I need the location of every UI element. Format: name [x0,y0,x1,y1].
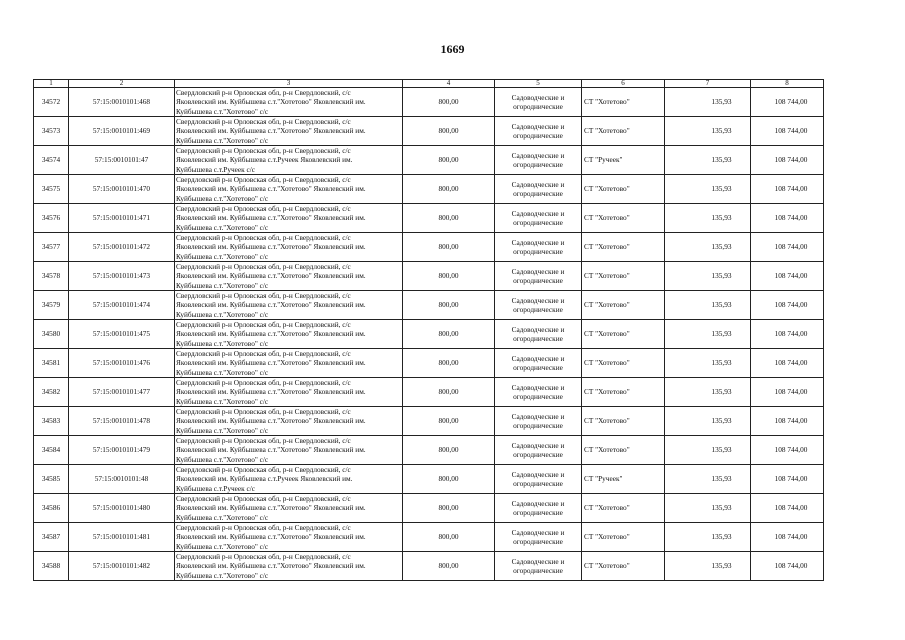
land-purpose-cell [495,320,582,349]
unit-price-cell: 135,93 [665,233,751,262]
address-line: Свердловский р-н Орловская обл, р-н Свердловский, с/с [176,291,351,300]
cadastral-value-cell: 108 744,00 [751,117,824,146]
land-purpose-line: огороднические [513,479,563,488]
land-purpose-line: Садоводческие и [511,470,565,479]
address-line: Куйбышева с.т."Хотетово" с/с [176,570,269,580]
address-line: Куйбышева с.т."Хотетово" с/с [176,541,269,551]
land-purpose-line: огороднические [513,508,563,517]
column-header: 6 [582,80,665,88]
garden-society-cell: СТ "Ручеек" [582,146,665,175]
address-line: Яковлевский им. Куйбышева с.т."Хотетово" Яковлевский им. [176,503,366,513]
address-line: Яковлевский им. Куйбышева с.т."Хотетово" Яковлевский им. [176,445,366,455]
land-purpose-cell [495,552,582,581]
address-line: Куйбышева с.т."Хотетово" с/с [176,309,269,319]
address-line: Свердловский р-н Орловская обл, р-н Свердловский, с/с [176,378,351,387]
area-cell: 800,00 [403,204,495,233]
column-header: 5 [495,80,582,88]
address-line: Яковлевский им. Куйбышева с.т."Хотетово" Яковлевский им. [176,213,366,223]
cadastral-number-cell: 57:15:0010101:47 [69,146,175,175]
land-purpose-line: огороднические [513,334,563,343]
record-number-cell: 34582 [34,378,69,407]
area-cell: 800,00 [403,407,495,436]
land-purpose-cell [495,523,582,552]
address-line: Свердловский р-н Орловская обл, р-н Свердловский, с/с [176,436,351,445]
address-line: Куйбышева с.т."Хотетово" с/с [176,425,269,435]
land-purpose-cell [495,175,582,204]
address-cell [175,88,403,117]
address-line: Куйбышева с.т.Ручеек с/с [176,164,256,174]
unit-price-cell: 135,93 [665,436,751,465]
address-line: Свердловский р-н Орловская обл, р-н Свердловский, с/с [176,320,351,329]
address-line: Куйбышева с.т."Хотетово" с/с [176,251,269,261]
area-cell: 800,00 [403,378,495,407]
record-number-cell: 34581 [34,349,69,378]
garden-society-cell: СТ "Хотетово" [582,175,665,204]
column-header: 3 [175,80,403,88]
land-purpose-cell [495,407,582,436]
land-purpose-line: Садоводческие и [511,93,565,102]
cadastral-number-cell: 57:15:0010101:469 [69,117,175,146]
cadastral-number-cell: 57:15:0010101:476 [69,349,175,378]
address-cell [175,552,403,581]
address-cell [175,117,403,146]
address-line: Куйбышева с.т."Хотетово" с/с [176,396,269,406]
cadastral-number-cell: 57:15:0010101:477 [69,378,175,407]
address-line: Яковлевский им. Куйбышева с.т.Ручеек Яковлевский им. [176,474,353,484]
cadastral-number-cell: 57:15:0010101:472 [69,233,175,262]
column-header: 4 [403,80,495,88]
record-number-cell: 34579 [34,291,69,320]
address-cell [175,378,403,407]
address-cell [175,204,403,233]
address-line: Свердловский р-н Орловская обл, р-н Свердловский, с/с [176,407,351,416]
table-row [34,407,824,436]
unit-price-cell: 135,93 [665,204,751,233]
address-line: Яковлевский им. Куйбышева с.т."Хотетово" Яковлевский им. [176,358,366,368]
cadastral-value-cell: 108 744,00 [751,349,824,378]
land-purpose-line: Садоводческие и [511,557,565,566]
table-row [34,204,824,233]
address-cell [175,233,403,262]
address-line: Яковлевский им. Куйбышева с.т."Хотетово" Яковлевский им. [176,271,366,281]
garden-society-cell: СТ "Хотетово" [582,552,665,581]
cadastral-number-cell: 57:15:0010101:468 [69,88,175,117]
unit-price-cell: 135,93 [665,407,751,436]
address-line: Куйбышева с.т."Хотетово" с/с [176,135,269,145]
land-purpose-line: Садоводческие и [511,238,565,247]
cadastral-number-cell: 57:15:0010101:478 [69,407,175,436]
column-header: 8 [751,80,824,88]
land-purpose-line: Садоводческие и [511,383,565,392]
land-purpose-line: Садоводческие и [511,325,565,334]
address-line: Куйбышева с.т."Хотетово" с/с [176,367,269,377]
record-number-cell: 34585 [34,465,69,494]
address-line: Яковлевский им. Куйбышева с.т."Хотетово" Яковлевский им. [176,126,366,136]
address-line: Куйбышева с.т."Хотетово" с/с [176,512,269,522]
address-line: Яковлевский им. Куйбышева с.т."Хотетово" Яковлевский им. [176,184,366,194]
unit-price-cell: 135,93 [665,465,751,494]
area-cell: 800,00 [403,349,495,378]
address-line: Яковлевский им. Куйбышева с.т."Хотетово" Яковлевский им. [176,300,366,310]
address-line: Свердловский р-н Орловская обл, р-н Свердловский, с/с [176,204,351,213]
unit-price-cell: 135,93 [665,88,751,117]
record-number-cell: 34575 [34,175,69,204]
unit-price-cell: 135,93 [665,552,751,581]
table-row [34,523,824,552]
address-line: Яковлевский им. Куйбышева с.т."Хотетово" Яковлевский им. [176,242,366,252]
land-purpose-line: огороднические [513,218,563,227]
unit-price-cell: 135,93 [665,175,751,204]
cadastral-number-cell: 57:15:0010101:475 [69,320,175,349]
address-line: Куйбышева с.т."Хотетово" с/с [176,222,269,232]
cadastral-value-cell: 108 744,00 [751,494,824,523]
record-number-cell: 34586 [34,494,69,523]
cadastral-value-cell: 108 744,00 [751,291,824,320]
area-cell: 800,00 [403,175,495,204]
land-purpose-line: Садоводческие и [511,180,565,189]
area-cell: 800,00 [403,117,495,146]
table-row [34,436,824,465]
cadastral-number-cell: 57:15:0010101:481 [69,523,175,552]
unit-price-cell: 135,93 [665,349,751,378]
table-row [34,494,824,523]
land-purpose-cell [495,291,582,320]
garden-society-cell: СТ "Хотетово" [582,291,665,320]
address-line: Свердловский р-н Орловская обл, р-н Свердловский, с/с [176,175,351,184]
cadastral-number-cell: 57:15:0010101:480 [69,494,175,523]
cadastral-value-cell: 108 744,00 [751,552,824,581]
address-line: Свердловский р-н Орловская обл, р-н Свердловский, с/с [176,233,351,242]
land-purpose-line: огороднические [513,392,563,401]
address-line: Свердловский р-н Орловская обл, р-н Свердловский, с/с [176,117,351,126]
address-line: Свердловский р-н Орловская обл, р-н Свердловский, с/с [176,146,351,155]
garden-society-cell: СТ "Хотетово" [582,378,665,407]
address-line: Свердловский р-н Орловская обл, р-н Свердловский, с/с [176,465,351,474]
address-cell [175,465,403,494]
garden-society-cell: СТ "Хотетово" [582,349,665,378]
table-row [34,378,824,407]
garden-society-cell: СТ "Ручеек" [582,465,665,494]
land-purpose-cell [495,378,582,407]
land-purpose-line: огороднические [513,189,563,198]
table-row [34,465,824,494]
cadastral-number-cell: 57:15:0010101:48 [69,465,175,494]
unit-price-cell: 135,93 [665,523,751,552]
cadastral-value-cell: 108 744,00 [751,233,824,262]
table-row [34,320,824,349]
garden-society-cell: СТ "Хотетово" [582,436,665,465]
cadastral-number-cell: 57:15:0010101:470 [69,175,175,204]
land-purpose-cell [495,494,582,523]
address-line: Свердловский р-н Орловская обл, р-н Свердловский, с/с [176,523,351,532]
unit-price-cell: 135,93 [665,378,751,407]
record-number-cell: 34573 [34,117,69,146]
cadastral-value-cell: 108 744,00 [751,262,824,291]
record-number-cell: 34578 [34,262,69,291]
table-row [34,262,824,291]
area-cell: 800,00 [403,291,495,320]
cadastral-number-cell: 57:15:0010101:479 [69,436,175,465]
table-row [34,349,824,378]
column-header: 2 [69,80,175,88]
land-purpose-line: Садоводческие и [511,209,565,218]
address-cell [175,262,403,291]
address-cell [175,320,403,349]
land-purpose-line: огороднические [513,102,563,111]
record-number-cell: 34574 [34,146,69,175]
table-row [34,291,824,320]
land-purpose-line: огороднические [513,276,563,285]
record-number-cell: 34588 [34,552,69,581]
land-purpose-line: Садоводческие и [511,267,565,276]
cadastral-value-cell: 108 744,00 [751,146,824,175]
land-purpose-cell [495,204,582,233]
land-purpose-line: огороднические [513,305,563,314]
garden-society-cell: СТ "Хотетово" [582,523,665,552]
land-purpose-line: Садоводческие и [511,122,565,131]
garden-society-cell: СТ "Хотетово" [582,320,665,349]
cadastral-value-cell: 108 744,00 [751,175,824,204]
address-line: Яковлевский им. Куйбышева с.т.Ручеек Яковлевский им. [176,155,353,165]
garden-society-cell: СТ "Хотетово" [582,117,665,146]
address-line: Куйбышева с.т."Хотетово" с/с [176,280,269,290]
land-purpose-cell [495,117,582,146]
cadastral-value-cell: 108 744,00 [751,88,824,117]
land-purpose-line: огороднические [513,131,563,140]
cadastral-number-cell: 57:15:0010101:482 [69,552,175,581]
area-cell: 800,00 [403,233,495,262]
garden-society-cell: СТ "Хотетово" [582,88,665,117]
address-line: Куйбышева с.т."Хотетово" с/с [176,338,269,348]
address-line: Свердловский р-н Орловская обл, р-н Свердловский, с/с [176,88,351,97]
land-purpose-cell [495,465,582,494]
area-cell: 800,00 [403,436,495,465]
land-purpose-line: огороднические [513,363,563,372]
land-purpose-cell [495,233,582,262]
address-cell [175,523,403,552]
land-purpose-cell [495,349,582,378]
unit-price-cell: 135,93 [665,262,751,291]
land-purpose-cell [495,262,582,291]
cadastral-value-cell: 108 744,00 [751,378,824,407]
table-row [34,175,824,204]
address-line: Свердловский р-н Орловская обл, р-н Свердловский, с/с [176,349,351,358]
cadastral-value-cell: 108 744,00 [751,523,824,552]
address-line: Куйбышева с.т."Хотетово" с/с [176,193,269,203]
address-line: Куйбышева с.т."Хотетово" с/с [176,106,269,116]
address-line: Яковлевский им. Куйбышева с.т."Хотетово" Яковлевский им. [176,97,366,107]
address-cell [175,175,403,204]
address-cell [175,436,403,465]
land-plots-table [33,79,824,581]
column-header: 7 [665,80,751,88]
garden-society-cell: СТ "Хотетово" [582,262,665,291]
land-purpose-line: Садоводческие и [511,354,565,363]
address-cell [175,349,403,378]
area-cell: 800,00 [403,494,495,523]
table-row [34,146,824,175]
record-number-cell: 34583 [34,407,69,436]
table-row [34,88,824,117]
cadastral-number-cell: 57:15:0010101:474 [69,291,175,320]
address-line: Свердловский р-н Орловская обл, р-н Свердловский, с/с [176,262,351,271]
cadastral-value-cell: 108 744,00 [751,204,824,233]
address-line: Свердловский р-н Орловская обл, р-н Свердловский, с/с [176,552,351,561]
address-line: Яковлевский им. Куйбышева с.т."Хотетово" Яковлевский им. [176,329,366,339]
area-cell: 800,00 [403,465,495,494]
garden-society-cell: СТ "Хотетово" [582,204,665,233]
cadastral-value-cell: 108 744,00 [751,465,824,494]
land-purpose-line: Садоводческие и [511,151,565,160]
land-purpose-line: огороднические [513,566,563,575]
land-purpose-line: огороднические [513,537,563,546]
table-body [34,88,824,581]
land-purpose-line: огороднические [513,421,563,430]
land-purpose-line: огороднические [513,160,563,169]
table-row [34,233,824,262]
address-line: Яковлевский им. Куйбышева с.т."Хотетово" Яковлевский им. [176,416,366,426]
address-line: Свердловский р-н Орловская обл, р-н Свердловский, с/с [176,494,351,503]
area-cell: 800,00 [403,88,495,117]
record-number-cell: 34584 [34,436,69,465]
column-number-row [34,80,824,88]
land-purpose-line: огороднические [513,450,563,459]
page-number: 1669 [440,42,465,56]
cadastral-value-cell: 108 744,00 [751,407,824,436]
unit-price-cell: 135,93 [665,320,751,349]
land-purpose-cell [495,146,582,175]
record-number-cell: 34572 [34,88,69,117]
land-purpose-line: огороднические [513,247,563,256]
land-purpose-line: Садоводческие и [511,441,565,450]
unit-price-cell: 135,93 [665,291,751,320]
cadastral-value-cell: 108 744,00 [751,436,824,465]
area-cell: 800,00 [403,262,495,291]
address-line: Куйбышева с.т.Ручеек с/с [176,483,256,493]
record-number-cell: 34576 [34,204,69,233]
address-line: Яковлевский им. Куйбышева с.т."Хотетово" Яковлевский им. [176,561,366,571]
garden-society-cell: СТ "Хотетово" [582,494,665,523]
area-cell: 800,00 [403,320,495,349]
record-number-cell: 34587 [34,523,69,552]
cadastral-value-cell: 108 744,00 [751,320,824,349]
column-header: 1 [34,80,69,88]
address-cell [175,146,403,175]
cadastral-number-cell: 57:15:0010101:473 [69,262,175,291]
area-cell: 800,00 [403,552,495,581]
garden-society-cell: СТ "Хотетово" [582,233,665,262]
area-cell: 800,00 [403,146,495,175]
land-purpose-cell [495,88,582,117]
land-purpose-line: Садоводческие и [511,296,565,305]
unit-price-cell: 135,93 [665,146,751,175]
record-number-cell: 34577 [34,233,69,262]
address-line: Яковлевский им. Куйбышева с.т."Хотетово" Яковлевский им. [176,532,366,542]
cadastral-number-cell: 57:15:0010101:471 [69,204,175,233]
unit-price-cell: 135,93 [665,494,751,523]
address-line: Куйбышева с.т."Хотетово" с/с [176,454,269,464]
land-purpose-cell [495,436,582,465]
area-cell: 800,00 [403,523,495,552]
record-number-cell: 34580 [34,320,69,349]
address-cell [175,291,403,320]
address-cell [175,407,403,436]
table-row [34,552,824,581]
table-row [34,117,824,146]
address-cell [175,494,403,523]
land-purpose-line: Садоводческие и [511,499,565,508]
land-purpose-line: Садоводческие и [511,528,565,537]
address-line: Яковлевский им. Куйбышева с.т."Хотетово" Яковлевский им. [176,387,366,397]
land-purpose-line: Садоводческие и [511,412,565,421]
unit-price-cell: 135,93 [665,117,751,146]
garden-society-cell: СТ "Хотетово" [582,407,665,436]
